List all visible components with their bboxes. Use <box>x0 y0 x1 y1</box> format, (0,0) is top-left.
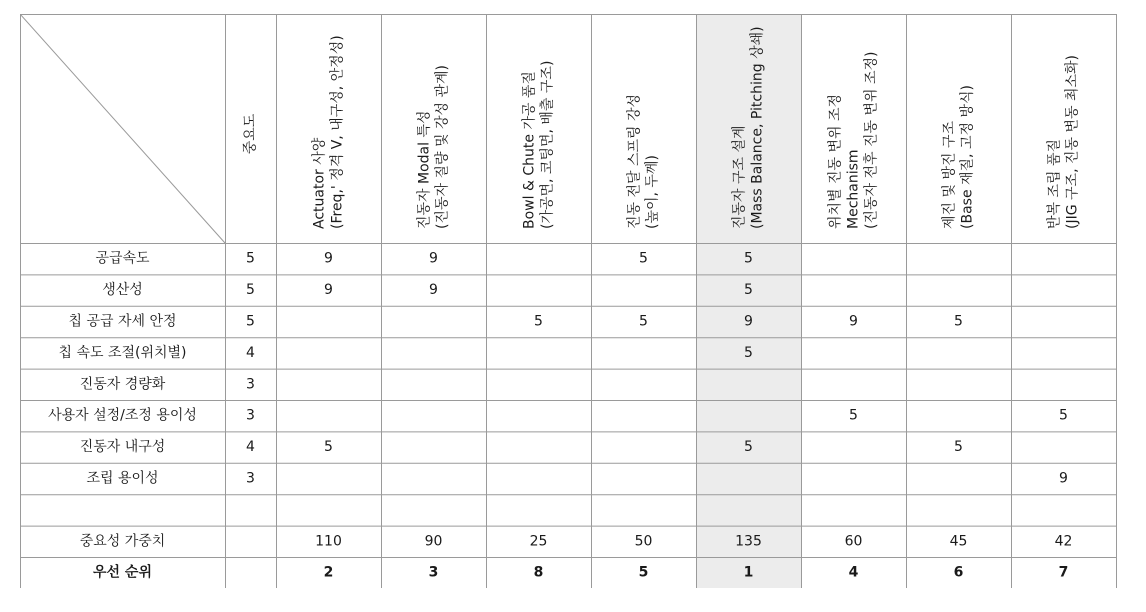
weight-value: 60 <box>844 533 863 550</box>
matrix-cell-value: 9 <box>429 250 438 267</box>
row-importance: 3 <box>246 407 255 424</box>
row-label: 칩 속도 조절(위치별) <box>58 344 187 361</box>
column-header-text: (JIG 구조, 진동 변동 최소화) <box>1064 55 1081 229</box>
rank-value: 6 <box>953 564 964 581</box>
rank-value: 8 <box>533 564 544 581</box>
weight-value: 90 <box>424 533 443 550</box>
grid-lines <box>20 14 1117 588</box>
matrix-cell-value: 9 <box>744 313 753 330</box>
column-header-8 <box>1046 55 1081 229</box>
column-header-text: 반복 조립 품질 <box>1046 138 1063 229</box>
column-header-text: (Base 재질, 고정 방식) <box>959 85 976 229</box>
matrix-cell-value: 5 <box>744 439 753 456</box>
weight-value: 45 <box>949 533 968 550</box>
column-header-text: 위치별 진동 변위 조정 <box>827 93 844 229</box>
matrix-cell-value: 9 <box>429 282 438 299</box>
row-label: 생산성 <box>102 282 143 299</box>
weight-value: 25 <box>529 533 548 550</box>
column-header-text: 진동자 Modal 특성 <box>416 110 433 229</box>
row-importance: 5 <box>246 313 255 330</box>
row-label: 진동자 경량화 <box>79 376 166 393</box>
row-label: 사용자 설정/조정 용이성 <box>48 407 197 424</box>
rank-value: 4 <box>848 564 859 581</box>
column-header-text: Actuator 사양 <box>311 137 328 229</box>
row-importance: 5 <box>246 250 255 267</box>
matrix-cell-value: 5 <box>954 313 963 330</box>
weight-value: 135 <box>735 533 762 550</box>
importance-header <box>243 113 259 154</box>
corner-diagonal <box>20 14 225 243</box>
matrix-cell-value: 5 <box>639 250 648 267</box>
matrix-cell-value: 5 <box>744 282 753 299</box>
weight-row-label: 중요성 가중치 <box>79 533 166 550</box>
matrix-cell-value: 5 <box>1059 407 1068 424</box>
rank-value: 5 <box>638 564 649 581</box>
column-header-text: (가공면, 코팅면, 배출 구조) <box>539 60 556 229</box>
highlight-column <box>696 14 801 588</box>
column-header-text: (Freq,' 정격 V, 내구성, 안정성) <box>329 35 346 229</box>
rank-value: 2 <box>323 564 334 581</box>
weight-value: 42 <box>1054 533 1073 550</box>
qfd-matrix-svg <box>20 14 1117 588</box>
weight-value: 50 <box>634 533 653 550</box>
column-header-6 <box>827 52 880 230</box>
column-header-text: 진동자 구조 설계 <box>731 125 748 229</box>
column-header-1 <box>311 35 346 229</box>
matrix-cell-value: 9 <box>849 313 858 330</box>
column-header-3 <box>521 61 556 229</box>
weight-value: 110 <box>315 533 342 550</box>
column-header-text: Bowl & Chute 가공 품질 <box>521 71 538 229</box>
row-importance: 4 <box>246 439 255 456</box>
rank-value: 3 <box>428 564 439 581</box>
matrix-cell-value: 9 <box>324 282 333 299</box>
matrix-cell-value: 5 <box>849 407 858 424</box>
rank-row-label: 우선 순위 <box>93 564 152 581</box>
column-header-4 <box>626 94 661 229</box>
matrix-cell-value: 5 <box>534 313 543 330</box>
qfd-matrix-table <box>20 14 1117 588</box>
column-header-text: 진동 전달 스프링 강성 <box>626 93 643 229</box>
row-importance: 5 <box>246 282 255 299</box>
row-label: 공급속도 <box>95 250 150 267</box>
column-header-2 <box>416 65 451 229</box>
matrix-cell-value: 5 <box>954 439 963 456</box>
matrix-cell-value: 5 <box>744 250 753 267</box>
row-label: 조립 용이성 <box>86 470 159 487</box>
matrix-cell-value: 9 <box>324 250 333 267</box>
matrix-cell-value: 5 <box>324 439 333 456</box>
matrix-cell-value: 5 <box>744 344 753 361</box>
column-header-text: (Mass Balance, Pitching 상쇄) <box>749 26 766 229</box>
row-label: 칩 공급 자세 안정 <box>68 313 177 330</box>
row-importance: 4 <box>246 344 255 361</box>
column-header-text: (높이, 두께) <box>644 155 661 229</box>
row-importance: 3 <box>246 376 255 393</box>
matrix-cell-value: 9 <box>1059 470 1068 487</box>
row-importance: 3 <box>246 470 255 487</box>
column-header-text: (진동자 전후 진동 변위 조정) <box>863 51 880 229</box>
row-label: 진동자 내구성 <box>79 439 166 456</box>
column-header-7 <box>941 85 976 229</box>
importance-header-text: 중요도 <box>242 113 259 155</box>
column-header-text: 제진 및 방진 구조 <box>941 120 958 229</box>
matrix-cell-value: 5 <box>639 313 648 330</box>
rank-value: 1 <box>743 564 754 581</box>
column-header-text: (진동자 질량 및 강성 관계) <box>434 65 451 229</box>
column-header-text: Mechanism <box>845 149 862 229</box>
rank-value: 7 <box>1058 564 1069 581</box>
